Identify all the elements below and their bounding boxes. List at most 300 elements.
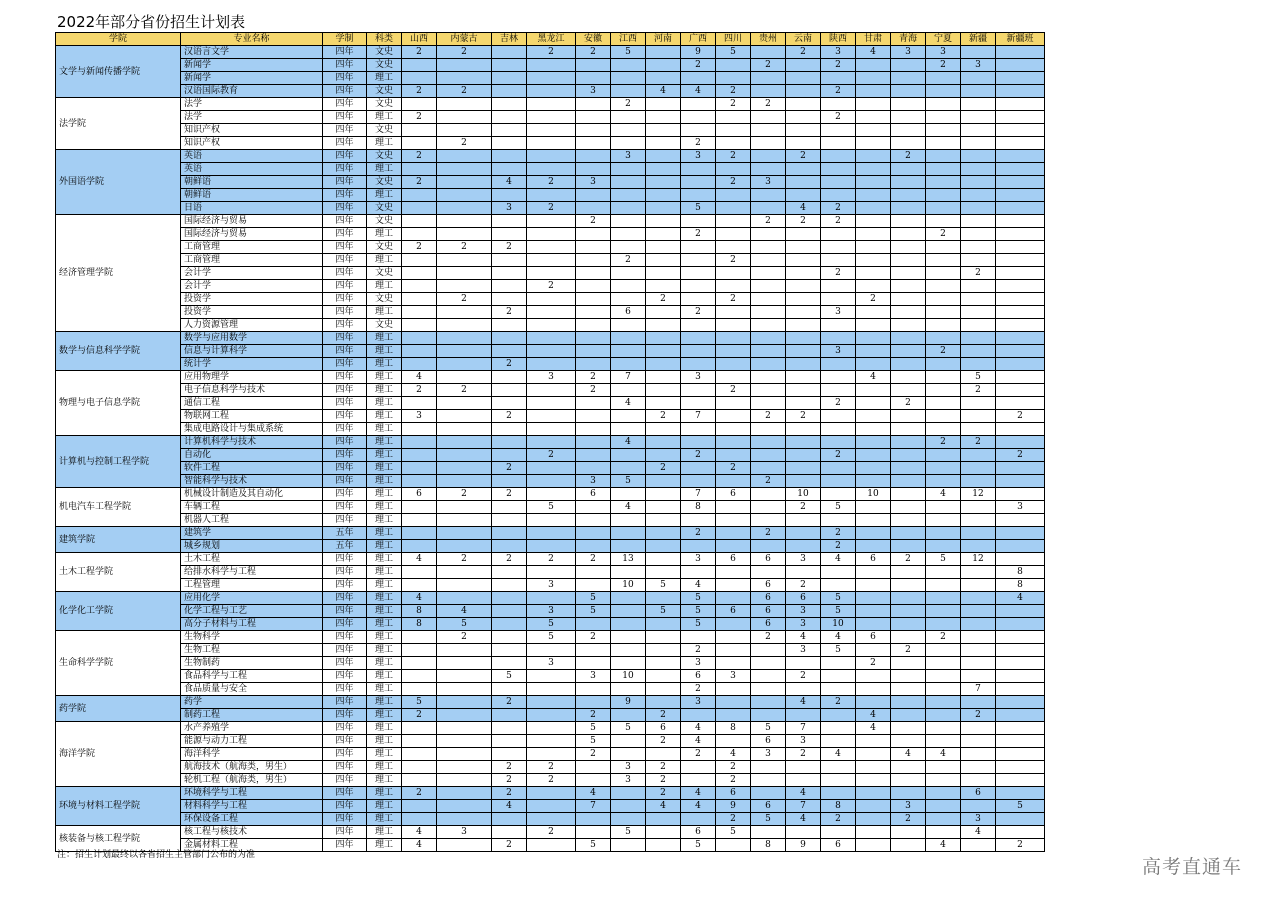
quota-cell [646,332,681,345]
quota-cell [961,332,996,345]
quota-cell [646,449,681,462]
quota-cell: 4 [786,202,821,215]
quota-cell: 2 [961,384,996,397]
quota-cell [786,527,821,540]
table-row [56,722,1045,735]
category-cell: 理工 [367,774,402,787]
quota-cell: 4 [402,553,437,566]
category-cell: 文史 [367,267,402,280]
quota-cell [437,189,492,202]
quota-cell [527,345,576,358]
quota-cell [856,592,891,605]
quota-cell: 2 [786,579,821,592]
duration-cell: 四年 [323,735,367,748]
major-cell: 食品科学与工程 [181,670,323,683]
quota-cell [751,371,786,384]
quota-cell [492,345,527,358]
table-row [56,631,1045,644]
quota-cell [716,475,751,488]
major-cell: 工商管理 [181,241,323,254]
quota-cell [926,813,961,826]
quota-cell: 2 [821,397,856,410]
quota-cell [926,670,961,683]
major-cell: 高分子材料与工程 [181,618,323,631]
quota-cell [996,644,1045,657]
quota-cell [961,566,996,579]
quota-cell [716,709,751,722]
quota-cell: 2 [437,488,492,501]
quota-cell [926,280,961,293]
quota-cell [751,111,786,124]
quota-cell: 2 [786,215,821,228]
quota-cell: 2 [402,150,437,163]
duration-cell: 四年 [323,553,367,566]
quota-cell [402,137,437,150]
quota-cell [402,228,437,241]
quota-cell [926,722,961,735]
quota-cell [961,306,996,319]
quota-cell [681,462,716,475]
quota-cell: 5 [576,605,611,618]
quota-cell [437,319,492,332]
duration-cell: 五年 [323,540,367,553]
quota-cell [681,293,716,306]
column-header: 甘肃 [856,33,891,46]
quota-cell [402,306,437,319]
quota-cell [996,189,1045,202]
quota-cell [961,527,996,540]
quota-cell [576,618,611,631]
quota-cell [926,540,961,553]
quota-cell: 5 [681,592,716,605]
quota-cell: 2 [437,384,492,397]
quota-cell [821,657,856,670]
quota-cell [856,423,891,436]
quota-cell [786,514,821,527]
category-cell: 理工 [367,657,402,670]
major-cell: 数学与应用数学 [181,332,323,345]
quota-cell [681,566,716,579]
college-cell: 数学与信息科学学院 [56,332,181,371]
quota-cell [891,566,926,579]
quota-cell [576,540,611,553]
quota-cell: 3 [527,605,576,618]
quota-cell [891,709,926,722]
major-cell: 海洋科学 [181,748,323,761]
major-cell: 生物科学 [181,631,323,644]
quota-cell: 2 [527,761,576,774]
quota-cell: 6 [646,722,681,735]
category-cell: 文史 [367,293,402,306]
quota-cell: 4 [926,839,961,852]
quota-cell [926,657,961,670]
quota-cell [891,176,926,189]
quota-cell: 5 [576,592,611,605]
quota-cell [821,826,856,839]
quota-cell [716,332,751,345]
major-cell: 自动化 [181,449,323,462]
column-header: 黑龙江 [527,33,576,46]
quota-cell [611,202,646,215]
quota-cell [527,670,576,683]
duration-cell: 四年 [323,137,367,150]
quota-cell [492,332,527,345]
quota-cell: 5 [751,813,786,826]
quota-cell [751,228,786,241]
quota-cell [681,397,716,410]
quota-cell [527,215,576,228]
quota-cell: 4 [681,735,716,748]
category-cell: 文史 [367,98,402,111]
quota-cell: 7 [681,488,716,501]
column-header: 宁夏 [926,33,961,46]
quota-cell: 6 [751,579,786,592]
quota-cell [751,46,786,59]
major-cell: 汉语国际教育 [181,85,323,98]
duration-cell: 四年 [323,709,367,722]
quota-cell [996,215,1045,228]
quota-cell: 2 [821,215,856,228]
duration-cell: 四年 [323,384,367,397]
category-cell: 理工 [367,553,402,566]
table-row [56,397,1045,410]
quota-cell [786,59,821,72]
duration-cell: 四年 [323,748,367,761]
quota-cell [926,319,961,332]
quota-cell: 5 [716,826,751,839]
quota-cell [751,644,786,657]
quota-cell: 5 [681,605,716,618]
quota-cell [821,735,856,748]
quota-cell: 5 [926,553,961,566]
column-header: 学院 [56,33,181,46]
column-header: 新疆 [961,33,996,46]
college-cell: 文学与新闻传播学院 [56,46,181,98]
quota-cell: 8 [996,579,1045,592]
quota-cell [646,124,681,137]
quota-cell [492,605,527,618]
major-cell: 国际经济与贸易 [181,228,323,241]
category-cell: 理工 [367,709,402,722]
quota-cell [961,319,996,332]
major-cell: 会计学 [181,267,323,280]
category-cell: 理工 [367,566,402,579]
quota-cell: 3 [576,670,611,683]
quota-cell [681,436,716,449]
major-cell: 城乡规划 [181,540,323,553]
quota-cell [437,748,492,761]
duration-cell: 四年 [323,241,367,254]
quota-cell [926,202,961,215]
category-cell: 理工 [367,644,402,657]
quota-cell [961,358,996,371]
quota-cell [996,293,1045,306]
quota-cell: 8 [996,566,1045,579]
quota-cell [646,371,681,384]
major-cell: 化学工程与工艺 [181,605,323,618]
column-header: 专业名称 [181,33,323,46]
duration-cell: 四年 [323,644,367,657]
quota-cell: 4 [681,800,716,813]
quota-cell [856,85,891,98]
quota-cell [821,670,856,683]
quota-cell [437,371,492,384]
quota-cell [926,358,961,371]
quota-cell [492,527,527,540]
category-cell: 理工 [367,488,402,501]
quota-cell [926,605,961,618]
table-row [56,735,1045,748]
duration-cell: 四年 [323,267,367,280]
quota-cell [751,85,786,98]
category-cell: 文史 [367,46,402,59]
quota-cell [996,137,1045,150]
duration-cell: 四年 [323,605,367,618]
quota-cell [611,280,646,293]
quota-cell [996,345,1045,358]
category-cell: 文史 [367,241,402,254]
category-cell: 理工 [367,306,402,319]
quota-cell [716,358,751,371]
quota-cell [576,150,611,163]
quota-cell [646,202,681,215]
quota-cell: 2 [891,150,926,163]
duration-cell: 四年 [323,163,367,176]
quota-cell [786,163,821,176]
quota-cell: 2 [821,85,856,98]
category-cell: 理工 [367,137,402,150]
quota-cell [751,345,786,358]
quota-cell [961,46,996,59]
quota-cell: 3 [786,553,821,566]
quota-cell [996,683,1045,696]
quota-cell [926,696,961,709]
quota-cell [611,319,646,332]
quota-cell: 3 [611,761,646,774]
quota-cell: 12 [961,553,996,566]
quota-cell [961,293,996,306]
quota-cell [996,98,1045,111]
quota-cell [576,202,611,215]
quota-cell [926,189,961,202]
quota-cell: 2 [576,631,611,644]
quota-cell [492,46,527,59]
college-cell: 计算机与控制工程学院 [56,436,181,488]
duration-cell: 四年 [323,215,367,228]
quota-cell [492,566,527,579]
category-cell: 理工 [367,735,402,748]
quota-cell: 4 [611,501,646,514]
quota-cell: 2 [891,553,926,566]
duration-cell: 四年 [323,566,367,579]
quota-cell [891,215,926,228]
quota-cell [681,813,716,826]
quota-cell [996,670,1045,683]
quota-cell [646,254,681,267]
category-cell: 理工 [367,475,402,488]
quota-cell: 4 [681,787,716,800]
quota-cell [576,462,611,475]
quota-cell [926,72,961,85]
major-cell: 给排水科学与工程 [181,566,323,579]
quota-cell [856,163,891,176]
quota-cell [681,384,716,397]
quota-cell [646,111,681,124]
quota-cell: 4 [821,748,856,761]
quota-cell [996,657,1045,670]
quota-cell [961,423,996,436]
quota-cell: 3 [681,371,716,384]
quota-cell: 2 [716,150,751,163]
quota-cell [437,800,492,813]
quota-cell [751,332,786,345]
quota-cell: 3 [681,150,716,163]
quota-cell [961,254,996,267]
quota-cell [681,215,716,228]
quota-cell: 2 [402,111,437,124]
quota-cell [926,566,961,579]
quota-cell [961,189,996,202]
quota-cell: 8 [821,800,856,813]
quota-cell [996,709,1045,722]
category-cell: 文史 [367,85,402,98]
quota-cell [996,397,1045,410]
quota-cell [891,163,926,176]
quota-cell: 3 [437,826,492,839]
quota-cell [856,280,891,293]
major-cell: 机器人工程 [181,514,323,527]
quota-cell: 5 [646,605,681,618]
quota-cell [716,189,751,202]
quota-cell: 3 [891,46,926,59]
quota-cell [402,644,437,657]
category-cell: 理工 [367,592,402,605]
quota-cell [437,774,492,787]
quota-cell [961,215,996,228]
major-cell: 计算机科学与技术 [181,436,323,449]
quota-cell: 10 [786,488,821,501]
quota-cell [996,124,1045,137]
quota-cell [576,254,611,267]
quota-cell: 6 [681,826,716,839]
quota-cell [821,683,856,696]
quota-cell [402,189,437,202]
quota-cell [821,722,856,735]
quota-cell: 3 [527,657,576,670]
quota-cell [821,319,856,332]
quota-cell [492,267,527,280]
quota-cell [492,423,527,436]
quota-cell [646,72,681,85]
quota-cell [576,280,611,293]
duration-cell: 四年 [323,306,367,319]
quota-cell [716,397,751,410]
quota-cell [926,397,961,410]
quota-cell [786,267,821,280]
category-cell: 理工 [367,384,402,397]
quota-cell: 7 [786,722,821,735]
quota-cell [611,215,646,228]
quota-cell [856,150,891,163]
quota-cell [996,618,1045,631]
quota-cell [402,319,437,332]
quota-cell [996,826,1045,839]
category-cell: 理工 [367,826,402,839]
table-row [56,579,1045,592]
quota-cell [716,124,751,137]
quota-cell [716,319,751,332]
quota-cell: 5 [527,631,576,644]
category-cell: 理工 [367,605,402,618]
column-header: 科类 [367,33,402,46]
quota-cell [646,241,681,254]
quota-cell [856,839,891,852]
quota-cell [751,540,786,553]
category-cell: 理工 [367,332,402,345]
quota-cell [716,72,751,85]
quota-cell: 2 [891,813,926,826]
quota-cell [821,774,856,787]
duration-cell: 四年 [323,839,367,852]
quota-cell [611,735,646,748]
major-cell: 电子信息科学与技术 [181,384,323,397]
quota-cell [786,475,821,488]
quota-cell [646,137,681,150]
category-cell: 理工 [367,631,402,644]
major-cell: 新闻学 [181,72,323,85]
table-row [56,150,1045,163]
quota-cell [856,215,891,228]
quota-cell [961,98,996,111]
quota-cell [961,280,996,293]
quota-cell: 10 [856,488,891,501]
quota-cell [926,462,961,475]
quota-cell [527,241,576,254]
quota-cell: 2 [527,176,576,189]
quota-cell [681,332,716,345]
quota-cell [646,176,681,189]
quota-cell [961,501,996,514]
quota-cell [786,397,821,410]
quota-cell: 3 [611,774,646,787]
quota-cell [576,644,611,657]
quota-cell: 2 [492,761,527,774]
category-cell: 理工 [367,189,402,202]
quota-cell: 2 [646,735,681,748]
quota-cell: 6 [681,670,716,683]
quota-cell: 6 [611,306,646,319]
quota-cell [856,501,891,514]
table-row [56,202,1045,215]
quota-cell: 3 [576,475,611,488]
quota-cell: 4 [681,85,716,98]
quota-cell [437,215,492,228]
quota-cell [786,826,821,839]
quota-cell [437,566,492,579]
quota-cell: 2 [751,631,786,644]
quota-cell [786,280,821,293]
quota-cell [856,124,891,137]
quota-cell [821,228,856,241]
quota-cell: 2 [716,176,751,189]
quota-cell [961,397,996,410]
quota-cell [492,293,527,306]
major-cell: 法学 [181,111,323,124]
quota-cell [681,709,716,722]
quota-cell [961,85,996,98]
category-cell: 理工 [367,72,402,85]
quota-cell [996,163,1045,176]
